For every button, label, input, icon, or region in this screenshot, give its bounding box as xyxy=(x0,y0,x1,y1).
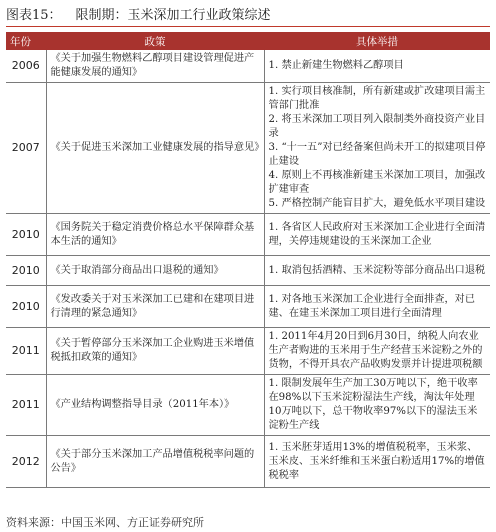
measure-item: 1. 2011年4月20日到6月30日，纳税人向农业生产者购进的玉米用于生产经营玉米淀粉之外的货物，不得开具农产品收购发票并计提进项税额 xyxy=(268,331,483,370)
cell-year: 2011 xyxy=(6,328,46,375)
cell-policy: 《国务院关于稳定消费价格总水平保障群众基本生活的通知》 xyxy=(46,214,264,256)
table-row xyxy=(6,50,490,83)
figure-label: 图表15： xyxy=(6,8,62,23)
cell-year: 2010 xyxy=(6,256,46,286)
cell-policy: 《关于暂停部分玉米深加工企业购进玉米增值税抵扣政策的通知》 xyxy=(46,328,264,375)
table-row xyxy=(6,214,490,256)
cell-year: 2006 xyxy=(6,50,46,83)
cell-measures xyxy=(264,256,490,286)
cell-measures xyxy=(264,214,490,256)
cell-policy: 《关于取消部分商品出口退税的通知》 xyxy=(46,256,264,286)
policy-table xyxy=(6,32,490,488)
measure-item: 1. 取消包括酒精、玉米淀粉等部分商品出口退税 xyxy=(268,264,486,276)
measure-item: 1. 各省区人民政府对玉米深加工企业进行全面清理，关停违规建设的玉米深加工企业 xyxy=(268,221,486,247)
header-year: 年份 xyxy=(6,32,46,50)
cell-year: 2010 xyxy=(6,214,46,256)
measure-item: 1. 实行项目核准制，所有新建或扩改建项目需主管部门批准 xyxy=(268,86,486,111)
measure-item: 1. 限制发展年生产加工30万吨以下，绝干收率在98%以下玉米淀粉湿法生产线，淘汰年处理10万吨以下，总干物收率97%以下的湿法玉米淀粉生产线 xyxy=(268,378,478,431)
header-measures: 具体举措 xyxy=(264,32,490,50)
cell-measures xyxy=(264,328,490,375)
measure-item: 1. 禁止新建生物燃料乙醇项目 xyxy=(268,60,404,71)
cell-year: 2007 xyxy=(6,83,46,214)
table-header-row xyxy=(6,32,490,50)
table-row xyxy=(6,286,490,328)
figure-title-text: 限制期：玉米深加工行业政策综述 xyxy=(75,8,271,23)
table-row xyxy=(6,328,490,375)
measure-item: 2. 将玉米深加工项目列入限制类外商投资产业目录 xyxy=(268,114,486,139)
cell-year: 2012 xyxy=(6,436,46,488)
cell-policy: 《发改委关于对玉米深加工已建和在建项目进行清理的紧急通知》 xyxy=(46,286,264,328)
measure-item: 1. 玉米胚芽适用13%的增值税税率，玉米浆、玉米皮、玉米纤维和玉米蛋白粉适用17%的增值税税率 xyxy=(268,441,485,481)
cell-policy: 《产业结构调整指导目录（2011年本）》 xyxy=(46,375,264,436)
cell-policy: 《关于促进玉米深加工业健康发展的指导意见》 xyxy=(46,83,264,214)
header-policy: 政策 xyxy=(46,32,264,50)
table-row xyxy=(6,83,490,214)
source-note: 资料来源：中国玉米网、方正证券研究所 xyxy=(6,516,204,529)
cell-year: 2011 xyxy=(6,375,46,436)
cell-policy: 《关于部分玉米深加工产品增值税税率问题的公告》 xyxy=(46,436,264,488)
table-body xyxy=(6,50,490,488)
cell-measures xyxy=(264,286,490,328)
measure-item: 3. “十一五”对已经备案但尚未开工的拟建项目停止建设 xyxy=(268,142,486,167)
table-row xyxy=(6,375,490,436)
cell-measures xyxy=(264,50,490,83)
cell-measures xyxy=(264,83,490,214)
cell-measures xyxy=(264,436,490,488)
cell-policy: 《关于加强生物燃料乙醇项目建设管理促进产能健康发展的通知》 xyxy=(46,50,264,83)
cell-year: 2010 xyxy=(6,286,46,328)
figure-title xyxy=(6,6,490,27)
measure-item: 1. 对各地玉米深加工企业进行全面排查，对已建、在建玉米深加工项目进行全面清理 xyxy=(268,293,476,319)
cell-measures xyxy=(264,375,490,436)
table-row xyxy=(6,256,490,286)
table-row xyxy=(6,436,490,488)
measure-item: 4. 原则上不再核准新建玉米深加工项目，加强改扩建审查 xyxy=(268,170,486,195)
measure-item: 5. 严格控制产能盲目扩大，避免低水平项目建设 xyxy=(268,198,486,209)
